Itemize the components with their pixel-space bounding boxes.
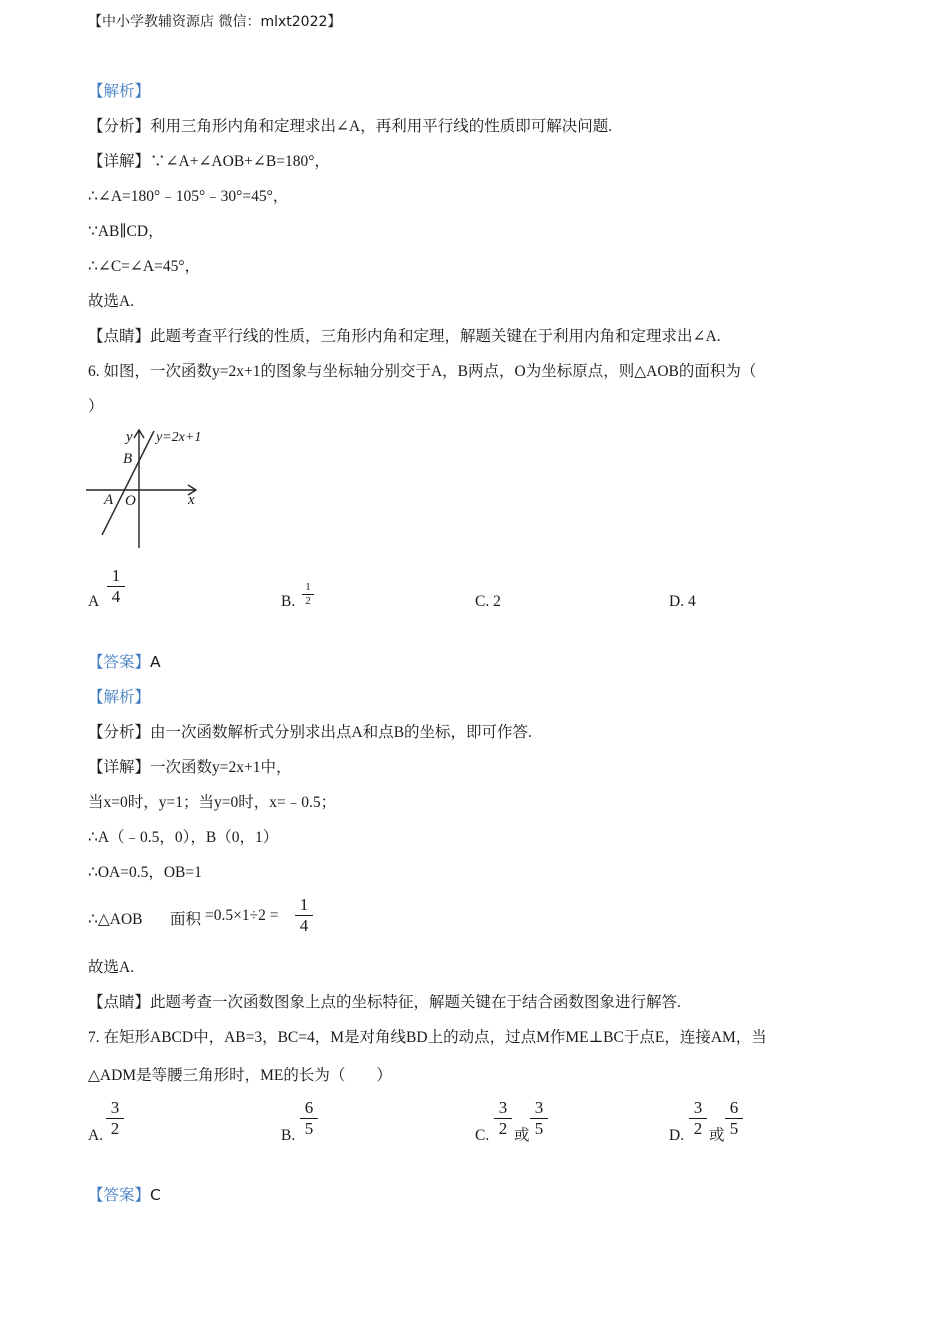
option-b-numerator: 1 <box>305 581 311 593</box>
option-d: D. 4 <box>669 593 696 610</box>
option-d-numerator-2: 6 <box>729 1098 739 1117</box>
option-a-denominator: 4 <box>111 587 121 606</box>
answer-line <box>88 652 161 673</box>
option-a-fraction <box>105 567 127 606</box>
option-c-numerator-2: 3 <box>534 1098 544 1117</box>
answer-tag: 【答案】 <box>88 654 151 671</box>
fenxi-tag: 【分析】 <box>88 118 151 135</box>
xiangjie-tag: 【详解】 <box>88 759 151 776</box>
fenxi-line <box>88 723 532 743</box>
area-line-prefix: ∴△AOB <box>88 911 143 928</box>
dianjing-text: 此题考查一次函数图象上点的坐标特征，解题关键在于结合函数图象进行解答. <box>150 994 681 1011</box>
question-6-stem-end: ） <box>88 398 104 415</box>
dianjing-text: 此题考查平行线的性质，三角形内角和定理，解题关键在于利用内角和定理求出∠A. <box>150 328 721 345</box>
option-b-prefix: B. <box>281 1127 296 1144</box>
question-7-stem-2: △ADM是等腰三角形时，ME的长为（ ） <box>88 1067 392 1084</box>
dianjing-tag: 【点睛】 <box>88 328 151 345</box>
option-d-fraction-2 <box>723 1099 745 1138</box>
area-fraction <box>293 896 315 935</box>
option-d-numerator-1: 3 <box>693 1098 703 1117</box>
option-c-prefix: C. <box>475 1127 490 1144</box>
solution-line: ∵AB∥CD， <box>88 223 164 240</box>
option-a-numerator: 1 <box>111 566 121 585</box>
option-a-prefix: A. <box>88 1127 104 1144</box>
jiexi-tag: 【解析】 <box>88 689 151 706</box>
option-d-fraction-1 <box>687 1099 709 1138</box>
xiangjie-text: ∵∠A+∠AOB+∠B=180°， <box>150 153 330 170</box>
option-c-denominator-2: 5 <box>534 1119 544 1138</box>
option-b-numerator: 6 <box>304 1098 314 1117</box>
area-line-label: 面积 <box>170 911 202 928</box>
fenxi-tag: 【分析】 <box>88 724 151 741</box>
option-c: C. 2 <box>475 593 501 610</box>
dianjing-tag: 【点睛】 <box>88 994 151 1011</box>
xiangjie-tag: 【详解】 <box>88 153 151 170</box>
area-denominator: 4 <box>299 916 309 935</box>
option-b-fraction <box>297 582 319 607</box>
option-c-or: 或 <box>514 1127 530 1144</box>
option-d-or: 或 <box>709 1127 725 1144</box>
solution-line: 故选A. <box>88 959 135 976</box>
solution-line: 当x=0时，y=1；当y=0时，x=﹣0.5； <box>88 794 337 811</box>
fenxi-text: 由一次函数解析式分别求出点A和点B的坐标，即可作答. <box>150 724 532 741</box>
solution-line: ∴∠A=180°﹣105°﹣30°=45°， <box>88 188 289 205</box>
option-c-fraction-1 <box>492 1099 514 1138</box>
y-axis-label: y <box>126 429 133 445</box>
answer-line <box>88 1185 161 1206</box>
xiangjie-text: 一次函数y=2x+1中， <box>150 759 292 776</box>
x-axis-label: x <box>188 492 195 508</box>
option-a-prefix: A <box>88 593 100 610</box>
option-b-denominator: 2 <box>305 595 311 607</box>
option-d-prefix: D. <box>669 1127 685 1144</box>
xiangjie-line <box>88 152 330 172</box>
option-b-fraction <box>298 1099 320 1138</box>
solution-line: ∴OA=0.5，OB=1 <box>88 864 202 881</box>
answer-value: A <box>150 653 161 671</box>
option-b-denominator: 5 <box>304 1119 314 1138</box>
solution-line: 故选A. <box>88 293 135 310</box>
area-numerator: 1 <box>299 895 309 914</box>
option-c-denominator-1: 2 <box>498 1119 508 1138</box>
question-7-stem: 7. 在矩形ABCD中，AB=3，BC=4，M是对角线BD上的动点，过点M作ME⊥BC于点E，连接AM，当 <box>88 1029 767 1046</box>
fenxi-line <box>88 117 612 137</box>
option-a-denominator: 2 <box>110 1119 120 1138</box>
option-a-numerator: 3 <box>110 1098 120 1117</box>
option-a-fraction <box>104 1099 126 1138</box>
option-c-fraction-2 <box>528 1099 550 1138</box>
fenxi-text: 利用三角形内角和定理求出∠A，再利用平行线的性质即可解决问题. <box>150 118 613 135</box>
point-a-label: A <box>104 492 114 508</box>
option-c-numerator-1: 3 <box>498 1098 508 1117</box>
solution-line: ∴A（﹣0.5，0），B（0，1） <box>88 829 279 846</box>
option-d-denominator-2: 5 <box>729 1119 739 1138</box>
jiexi-tag: 【解析】 <box>88 83 151 100</box>
origin-label: O <box>125 493 136 509</box>
function-graph <box>84 425 224 555</box>
dianjing-line <box>88 993 681 1013</box>
option-b-prefix: B. <box>281 593 296 610</box>
line-equation-label: y=2x+1 <box>156 430 202 445</box>
answer-value: C <box>150 1186 161 1204</box>
option-d-denominator-1: 2 <box>693 1119 703 1138</box>
area-expression: =0.5×1÷2 = <box>205 907 279 924</box>
point-b-label: B <box>123 451 133 467</box>
page-header: 【中小学教辅资源店 微信：mlxt2022】 <box>88 14 342 30</box>
solution-line: ∴∠C=∠A=45°， <box>88 258 201 275</box>
question-6-stem: 6. 如图，一次函数y=2x+1的图象与坐标轴分别交于A，B两点，O为坐标原点，则△AOB的面积为（ <box>88 363 757 380</box>
xiangjie-line <box>88 758 292 778</box>
answer-tag: 【答案】 <box>88 1187 151 1204</box>
dianjing-line <box>88 327 721 347</box>
